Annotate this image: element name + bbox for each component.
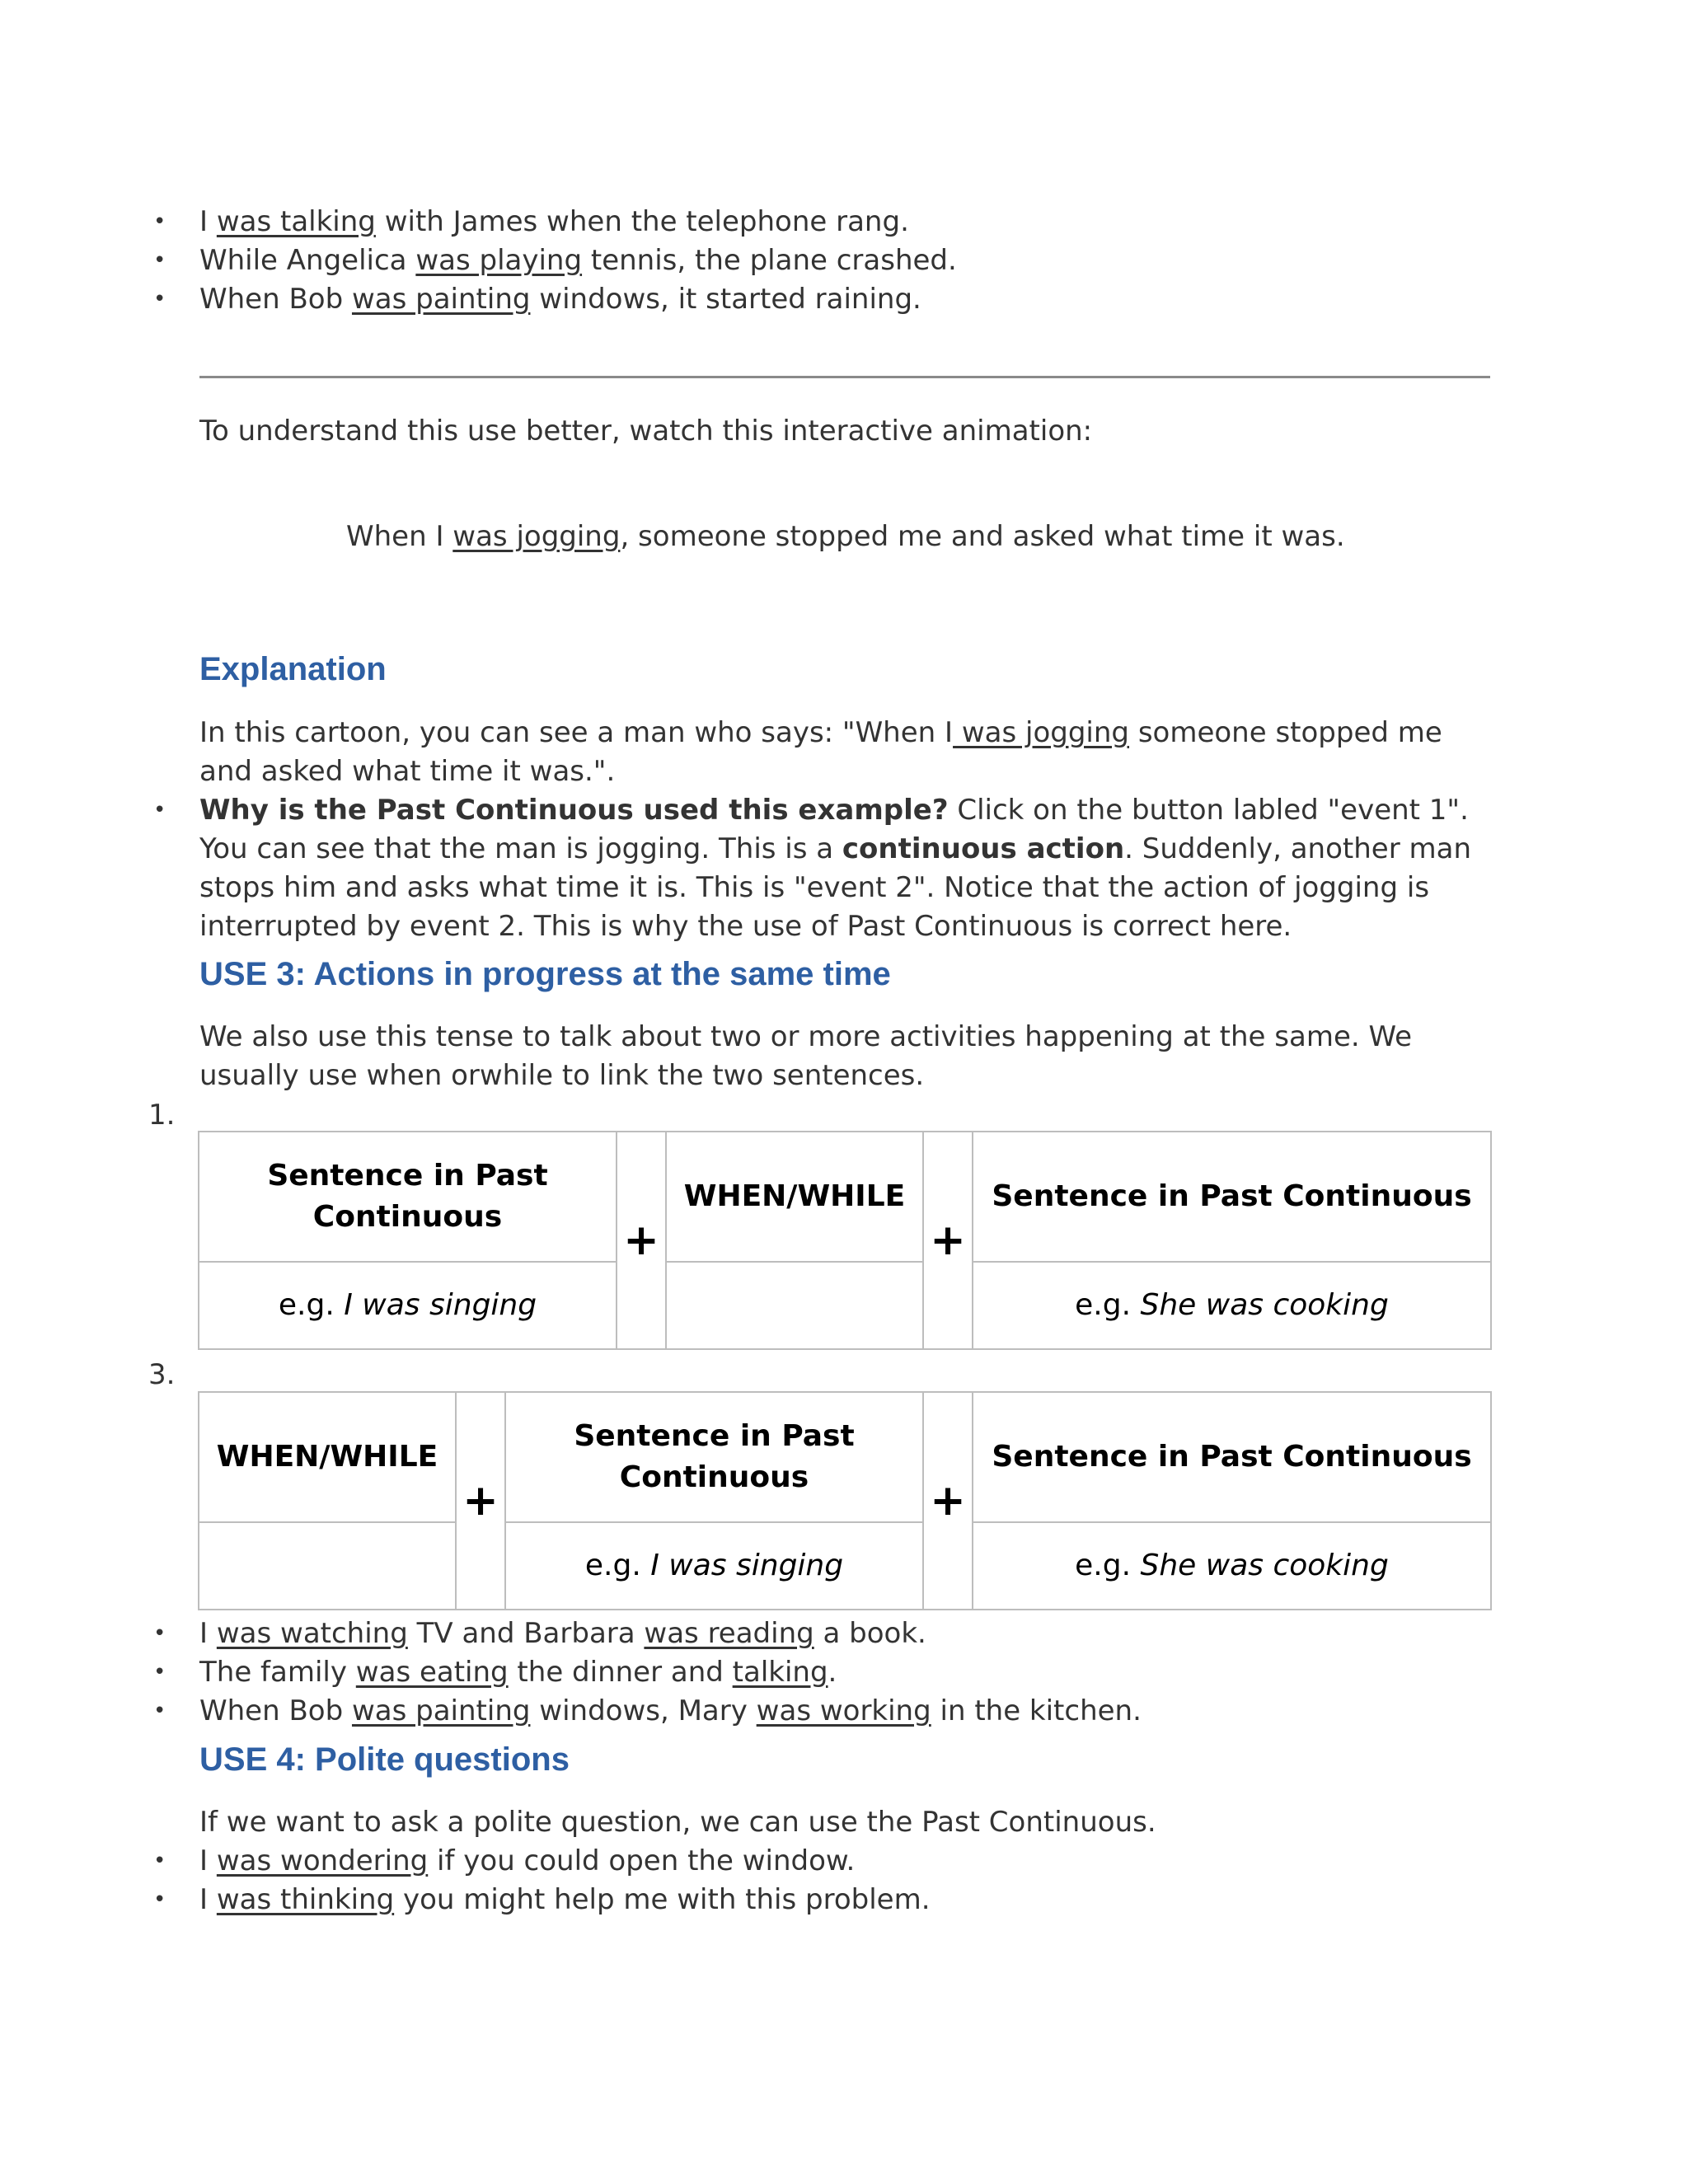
use3-intro-line: usually use when orwhile to link the two sentences.: [199, 1059, 925, 1092]
bullet-icon: •: [153, 209, 166, 234]
table-empty-cell: [199, 1522, 456, 1610]
table-header: Sentence in Past Continuous: [973, 1132, 1491, 1262]
explanation-heading: Explanation: [199, 651, 387, 687]
table-example-cell: e.g. I was singing: [199, 1262, 617, 1349]
table-header: Sentence in Past Continuous: [505, 1392, 923, 1522]
table-example-cell: e.g. I was singing: [505, 1522, 923, 1610]
bullet-icon: •: [153, 1887, 166, 1912]
bullet-icon: •: [153, 798, 166, 823]
example-sentence: I was wondering if you could open the window.: [199, 1844, 856, 1877]
example-sentence: When Bob was painting windows, Mary was working in the kitchen.: [199, 1694, 1142, 1727]
horizontal-divider: [199, 376, 1490, 378]
use3-intro-line: We also use this tense to talk about two or more activities happening at the same. We: [199, 1020, 1413, 1053]
list-number: 3.: [148, 1358, 176, 1391]
table-example-cell: e.g. She was cooking: [973, 1262, 1491, 1349]
example-sentence: While Angelica was playing tennis, the plane crashed.: [199, 244, 957, 277]
explanation-question-line: Why is the Past Continuous used this example? Click on the button labled "event 1".: [199, 794, 1469, 827]
bullet-icon: •: [153, 287, 166, 312]
bullet-icon: •: [153, 1621, 166, 1646]
structure-table-1: [198, 1131, 1492, 1350]
animation-caption: When I was jogging, someone stopped me and asked what time it was.: [346, 520, 1345, 553]
explanation-question-line: You can see that the man is jogging. This is a continuous action. Suddenly, another man: [199, 832, 1471, 865]
bullet-icon: •: [153, 1849, 166, 1873]
use3-heading: USE 3: Actions in progress at the same time: [199, 956, 891, 992]
plus-sign: +: [923, 1392, 973, 1610]
example-sentence: I was talking with James when the telephone rang.: [199, 205, 909, 238]
bullet-icon: •: [153, 1699, 166, 1723]
example-sentence: I was thinking you might help me with this problem.: [199, 1883, 931, 1916]
table-example-cell: e.g. She was cooking: [973, 1522, 1491, 1610]
use4-intro: If we want to ask a polite question, we can use the Past Continuous.: [199, 1806, 1156, 1839]
bullet-icon: •: [153, 1660, 166, 1685]
animation-intro: To understand this use better, watch this interactive animation:: [199, 415, 1093, 448]
table-header: Sentence in Past Continuous: [199, 1132, 617, 1262]
table-header: WHEN/WHILE: [199, 1392, 456, 1522]
structure-table-2: [198, 1391, 1492, 1610]
plus-sign: +: [617, 1132, 666, 1349]
explanation-paragraph-line: In this cartoon, you can see a man who says: "When I was jogging someone stopped me: [199, 716, 1442, 749]
example-sentence: I was watching TV and Barbara was reading a book.: [199, 1617, 926, 1650]
table-header: Sentence in Past Continuous: [973, 1392, 1491, 1522]
plus-sign: +: [456, 1392, 505, 1610]
example-sentence: The family was eating the dinner and talking.: [199, 1656, 837, 1689]
use4-heading: USE 4: Polite questions: [199, 1741, 570, 1778]
explanation-question-line: interrupted by event 2. This is why the use of Past Continuous is correct here.: [199, 910, 1292, 943]
example-sentence: When Bob was painting windows, it started raining.: [199, 283, 921, 316]
list-number: 1.: [148, 1099, 176, 1132]
table-empty-cell: [666, 1262, 923, 1349]
explanation-paragraph-line: and asked what time it was.".: [199, 755, 616, 788]
plus-sign: +: [923, 1132, 973, 1349]
bullet-icon: •: [153, 248, 166, 273]
explanation-question-line: stops him and asks what time it is. This is "event 2". Notice that the action of jogging is: [199, 871, 1430, 904]
table-header: WHEN/WHILE: [666, 1132, 923, 1262]
